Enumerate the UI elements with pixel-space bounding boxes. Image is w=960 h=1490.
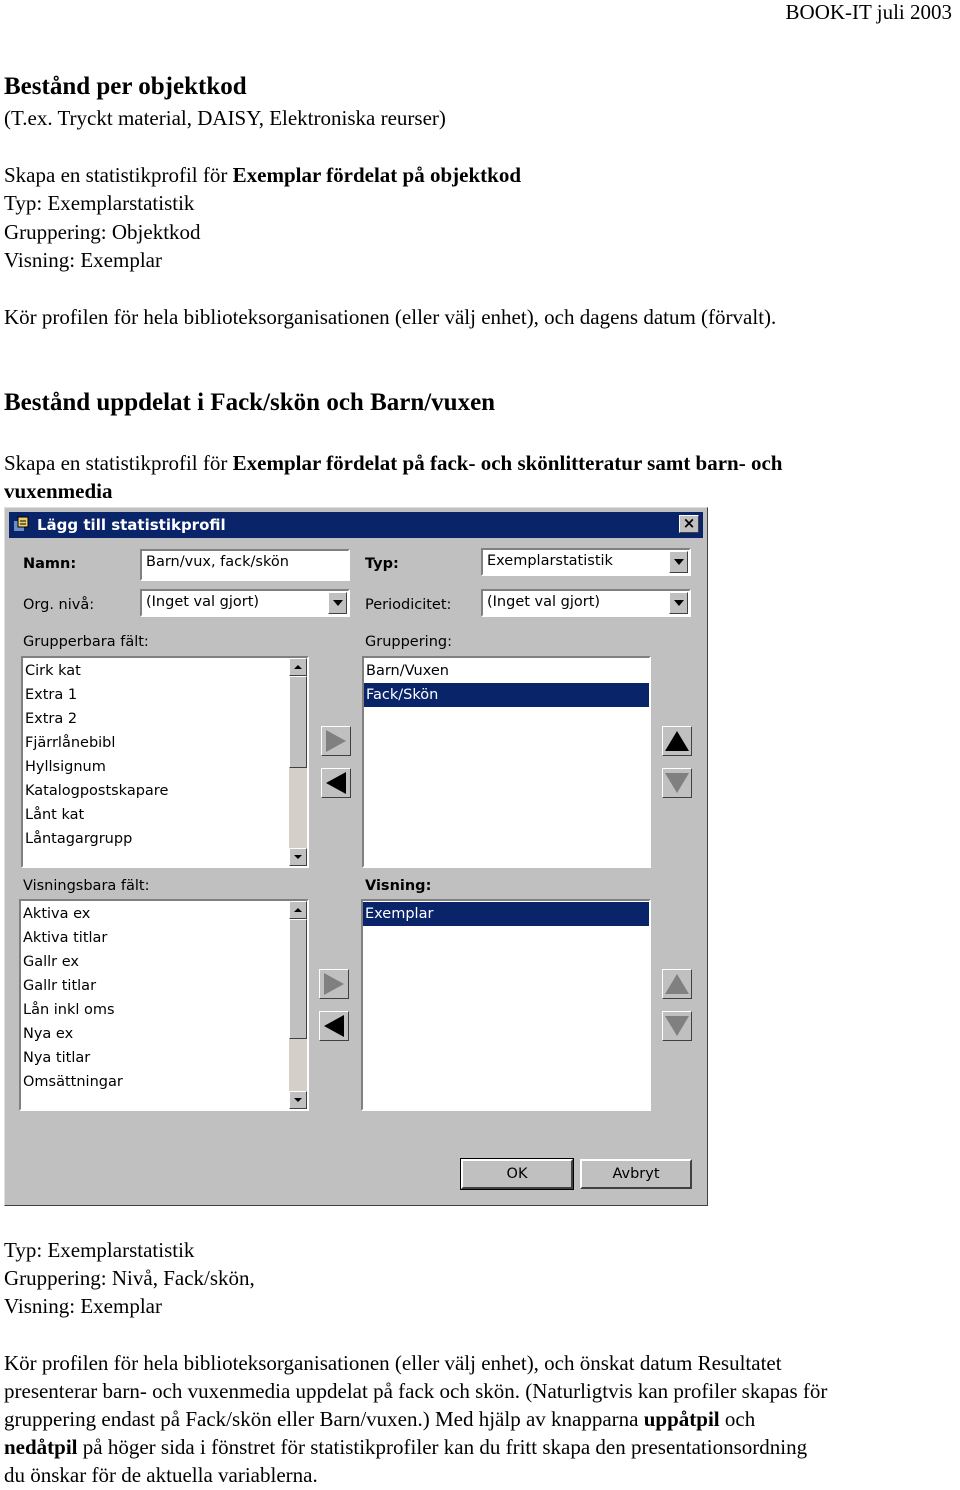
visningsbara-scrollbar[interactable] <box>289 901 307 1109</box>
move-grouping-down-button[interactable] <box>662 768 692 798</box>
scroll-down-icon <box>294 1098 302 1102</box>
section2-gruppering: Gruppering: Nivå, Fack/skön, <box>4 1266 255 1290</box>
list-item[interactable]: Nya ex <box>23 1026 74 1042</box>
section1-subheading: (T.ex. Tryckt material, DAISY, Elektroniska reurser) <box>4 106 446 130</box>
scroll-down-icon <box>294 855 302 859</box>
intro-text: Skapa en statistikprofil för <box>4 163 233 187</box>
add-grouping-button[interactable] <box>321 726 351 756</box>
cancel-button[interactable]: Avbryt <box>580 1159 692 1189</box>
visningsbara-label: Visningsbara fält: <box>23 878 150 894</box>
section2-visning: Visning: Exemplar <box>4 1294 162 1318</box>
list-item[interactable]: Omsättningar <box>23 1074 123 1090</box>
section2-p2: presenterar barn- och vuxenmedia uppdelat på fack och skön. (Naturligtvis kan profiler skapas för <box>4 1379 828 1403</box>
arrow-left-icon <box>324 1015 344 1037</box>
org-niva-dropdown-button[interactable] <box>328 592 347 614</box>
typ-label: Typ: <box>365 556 399 572</box>
list-item[interactable]: Barn/Vuxen <box>366 663 449 679</box>
scroll-thumb[interactable] <box>289 919 307 1039</box>
close-icon: × <box>682 514 696 532</box>
scroll-down-button[interactable] <box>289 848 307 866</box>
list-item[interactable]: Nya titlar <box>23 1050 91 1066</box>
namn-label: Namn: <box>23 556 77 572</box>
section2-intro-line2 <box>4 477 113 506</box>
list-item[interactable]: Aktiva titlar <box>23 930 108 946</box>
org-niva-value: (Inget val gjort) <box>146 594 260 610</box>
gruppering-list[interactable] <box>362 656 651 868</box>
section2-p1: Kör profilen för hela biblioteksorganisationen (eller välj enhet), och önskat datum Resultatet <box>4 1351 782 1375</box>
dialog-title: Lägg till statistikprofil <box>37 516 226 534</box>
section1-intro <box>4 161 521 190</box>
list-item[interactable]: Exemplar <box>363 902 649 926</box>
periodicitet-dropdown-button[interactable] <box>669 592 688 614</box>
p3-text-end: och <box>719 1407 756 1431</box>
typ-dropdown-button[interactable] <box>669 551 688 573</box>
section2-p4 <box>4 1433 807 1462</box>
chevron-down-icon <box>333 600 343 606</box>
list-item[interactable]: Katalogpostskapare <box>25 783 169 799</box>
move-display-up-button[interactable] <box>662 969 692 999</box>
scroll-thumb[interactable] <box>289 676 307 768</box>
list-item[interactable]: Fack/Skön <box>364 683 649 707</box>
uppatpil-bold: uppåtpil <box>643 1407 720 1431</box>
ok-button[interactable]: OK <box>461 1159 573 1189</box>
periodicitet-label: Periodicitet: <box>365 597 452 613</box>
list-item[interactable]: Hyllsignum <box>25 759 106 775</box>
list-item[interactable]: Gallr titlar <box>23 978 97 994</box>
section2-p5: du önskar för de aktuella variablerna. <box>4 1463 318 1487</box>
periodicitet-value: (Inget val gjort) <box>487 594 601 610</box>
chevron-down-icon <box>674 600 684 606</box>
add-statistics-profile-dialog <box>4 507 708 1206</box>
section2-intro-line1 <box>4 449 782 478</box>
arrow-left-icon <box>326 772 346 794</box>
scroll-up-button[interactable] <box>289 658 307 676</box>
arrow-right-icon <box>326 730 346 752</box>
intro-bold-text: vuxenmedia <box>4 479 113 503</box>
grupperbara-scrollbar[interactable] <box>289 658 307 866</box>
list-item[interactable]: Extra 1 <box>25 687 78 703</box>
add-display-button[interactable] <box>319 969 349 999</box>
list-item[interactable]: Låntagargrupp <box>25 831 133 847</box>
section2-p3 <box>4 1405 755 1434</box>
p4-text: på höger sida i fönstret för statistikprofiler kan du fritt skapa den presentationsordning <box>77 1435 808 1459</box>
scroll-up-icon <box>294 665 302 669</box>
namn-input[interactable]: Barn/vux, fack/skön <box>140 549 350 581</box>
section2-typ: Typ: Exemplarstatistik <box>4 1238 195 1262</box>
move-display-down-button[interactable] <box>662 1011 692 1041</box>
scroll-up-button[interactable] <box>289 901 307 919</box>
app-icon <box>12 515 32 535</box>
arrow-up-icon <box>665 731 689 751</box>
arrow-down-icon <box>665 1016 689 1036</box>
section1-run-text: Kör profilen för hela biblioteksorganisationen (eller välj enhet), och dagens datum (förvalt). <box>4 305 777 329</box>
section1-heading: Bestånd per objektkod <box>4 73 247 100</box>
move-grouping-up-button[interactable] <box>662 726 692 756</box>
gruppering-label: Gruppering: <box>365 634 452 650</box>
typ-select-value: Exemplarstatistik <box>487 553 613 569</box>
arrow-down-icon <box>665 773 689 793</box>
chevron-down-icon <box>674 559 684 565</box>
dialog-titlebar[interactable] <box>9 512 703 538</box>
list-item[interactable]: Cirk kat <box>25 663 81 679</box>
org-niva-label: Org. nivå: <box>23 597 95 613</box>
list-item[interactable]: Extra 2 <box>25 711 78 727</box>
intro-bold-text: Exemplar fördelat på objektkod <box>232 163 521 187</box>
section1-visning: Visning: Exemplar <box>4 248 162 272</box>
visning-list[interactable] <box>361 899 651 1111</box>
arrow-right-icon <box>324 973 344 995</box>
list-item[interactable]: Gallr ex <box>23 954 79 970</box>
grupperbara-label: Grupperbara fält: <box>23 634 149 650</box>
p3-text: gruppering endast på Fack/skön eller Barn/vuxen.) Med hjälp av knapparna <box>4 1407 644 1431</box>
arrow-up-icon <box>665 974 689 994</box>
grupperbara-list[interactable] <box>21 656 309 868</box>
remove-display-button[interactable] <box>319 1011 349 1041</box>
periodicitet-select[interactable] <box>481 589 691 617</box>
close-button[interactable] <box>679 515 699 533</box>
scroll-up-icon <box>294 908 302 912</box>
visning-label: Visning: <box>365 878 432 894</box>
document-header: BOOK-IT juli 2003 <box>785 0 952 24</box>
section2-heading: Bestånd uppdelat i Fack/skön och Barn/vuxen <box>4 389 496 416</box>
list-item[interactable]: Lånt kat <box>25 807 85 823</box>
list-item[interactable]: Aktiva ex <box>23 906 91 922</box>
intro-bold-text: Exemplar fördelat på fack- och skönlitteratur samt barn- och <box>232 451 783 475</box>
visningsbara-list[interactable] <box>19 899 309 1111</box>
list-item[interactable]: Fjärrlånebibl <box>25 735 116 751</box>
section1-gruppering: Gruppering: Objektkod <box>4 220 201 244</box>
typ-select[interactable] <box>481 548 691 576</box>
org-niva-select[interactable] <box>140 589 350 617</box>
nedatpil-bold: nedåtpil <box>4 1435 78 1459</box>
scroll-down-button[interactable] <box>289 1091 307 1109</box>
remove-grouping-button[interactable] <box>321 768 351 798</box>
intro-text: Skapa en statistikprofil för <box>4 451 233 475</box>
list-item[interactable]: Lån inkl oms <box>23 1002 115 1018</box>
section1-typ: Typ: Exemplarstatistik <box>4 191 195 215</box>
